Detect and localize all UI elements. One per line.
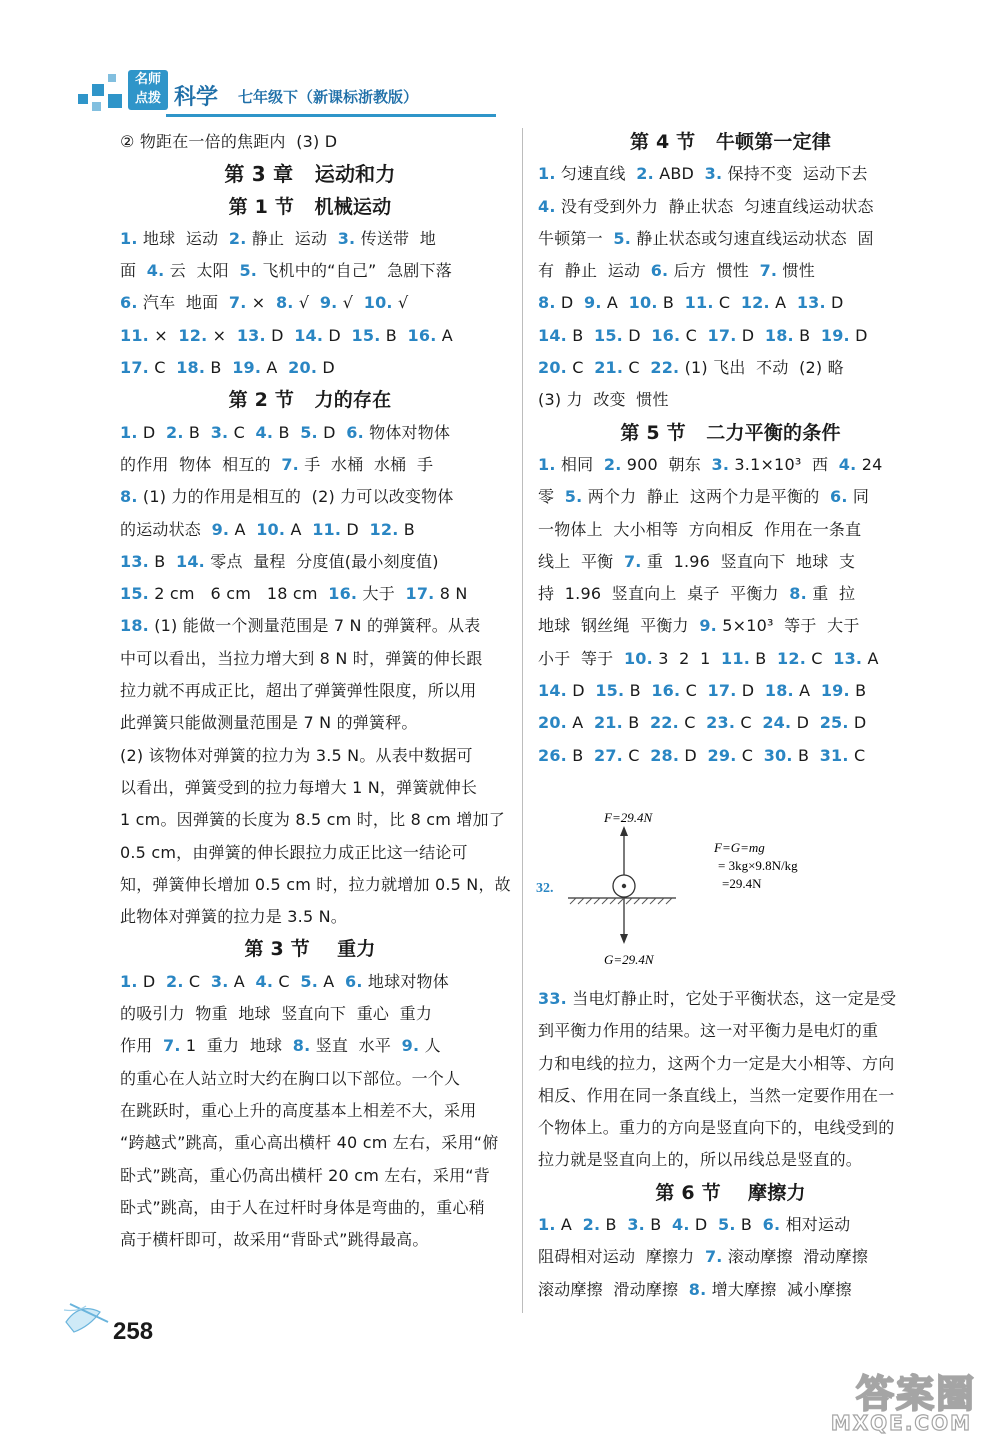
question-number: 20. bbox=[538, 358, 567, 378]
page-number: 258 bbox=[113, 1318, 154, 1345]
logo-text-top: 名师 bbox=[134, 72, 161, 87]
question-number: 6. bbox=[650, 261, 669, 281]
answer-line: 4. 没有受到外力 静止状态 匀速直线运动状态 bbox=[538, 196, 874, 216]
question-number: 3. bbox=[210, 971, 229, 991]
answer-line: 阻碍相对运动 摩擦力 7. 滚动摩擦 滑动摩擦 bbox=[538, 1247, 869, 1267]
question-number: 9. bbox=[401, 1036, 420, 1056]
question-number: 31. bbox=[819, 745, 849, 765]
column-divider bbox=[522, 128, 523, 1313]
question-number: 5. bbox=[718, 1215, 736, 1235]
question-number: 21. bbox=[594, 358, 624, 378]
answer-line: 线上 平衡 7. 重 1.96 竖直向下 地球 支 bbox=[538, 551, 856, 571]
question-number: 8. bbox=[688, 1279, 707, 1299]
header-underline bbox=[166, 114, 496, 117]
question-number: 13. bbox=[120, 551, 149, 571]
answer-line: 20. A 21. B 22. C 23. C 24. D 25. D bbox=[538, 713, 867, 733]
question-number: 8. bbox=[292, 1036, 311, 1056]
question-number: 5. bbox=[613, 228, 631, 248]
decor-square bbox=[92, 84, 104, 96]
question-number: 16. bbox=[651, 681, 681, 701]
answer-line: 1. 匀速直线 2. ABD 3. 保持不变 运动下去 bbox=[538, 164, 868, 184]
section-heading: 第 3 章 运动和力 bbox=[224, 162, 396, 187]
question-number: 8. bbox=[275, 293, 294, 313]
section-heading: 第 3 节 重力 bbox=[244, 938, 376, 961]
answer-line: 滚动摩擦 滑动摩擦 8. 增大摩擦 减小摩擦 bbox=[538, 1279, 852, 1299]
answer-line: 的作用 物体 相互的 7. 手 水桶 水桶 手 bbox=[120, 454, 434, 474]
answer-line: 小于 等于 10. 3 2 1 11. B 12. C 13. A bbox=[538, 648, 879, 668]
question-number: 2. bbox=[166, 971, 184, 991]
question-number: 13. bbox=[236, 325, 266, 345]
answer-line: 面 4. 云 太阳 5. 飞机中的“自己” 急剧下落 bbox=[120, 261, 452, 281]
book-title: 科学 bbox=[174, 85, 219, 110]
question-number: 11. bbox=[120, 325, 149, 345]
question-number: 1. bbox=[120, 971, 138, 991]
answer-line: 15. 2 cm 6 cm 18 cm 16. 大于 17. 8 N bbox=[120, 584, 468, 604]
question-number: 28. bbox=[650, 745, 680, 765]
question-number: 3. bbox=[337, 228, 356, 248]
question-number: 17. bbox=[120, 358, 149, 378]
question-number: 14. bbox=[176, 551, 205, 571]
answer-line: 8. D 9. A 10. B 11. C 12. A 13. D bbox=[538, 293, 844, 313]
answer-line: 以看出，弹簧受到的拉力每增大 1 N，弹簧就伸长 bbox=[120, 777, 478, 797]
answer-line: 高于横杆即可，故采用“背卧式”跳得最高。 bbox=[120, 1230, 429, 1250]
down-arrow-icon bbox=[620, 934, 628, 944]
bottom-force-label: G=29.4N bbox=[604, 952, 654, 966]
answer-line: 1. 地球 运动 2. 静止 运动 3. 传送带 地 bbox=[120, 228, 437, 248]
question-number: 6. bbox=[830, 487, 848, 507]
question-number: 7. bbox=[281, 454, 299, 474]
question-number: 13. bbox=[833, 648, 863, 668]
center-of-mass-dot bbox=[622, 884, 626, 888]
question-number: 11. bbox=[721, 648, 750, 668]
answer-line: 13. B 14. 零点 量程 分度值(最小刻度值) bbox=[120, 551, 439, 571]
answer-line: 20. C 21. C 22. (1) 飞出 不动 (2) 略 bbox=[538, 358, 844, 378]
question-number: 8. bbox=[789, 584, 807, 604]
question-number: 9. bbox=[584, 293, 602, 313]
question-number: 18. bbox=[764, 681, 794, 701]
question-number: 30. bbox=[763, 745, 793, 765]
question-number: 9. bbox=[699, 616, 717, 636]
question-number: 9. bbox=[211, 519, 230, 539]
question-number: 8. bbox=[538, 293, 556, 313]
equation-line-1: F=G=mg bbox=[714, 840, 765, 855]
answer-line: 6. 汽车 地面 7. × 8. √ 9. √ 10. √ bbox=[120, 293, 409, 313]
question-number: 18. bbox=[176, 358, 206, 378]
watermark-text: 答案圈 bbox=[855, 1372, 976, 1416]
question-number: 7. bbox=[162, 1036, 181, 1056]
question-number: 3. bbox=[711, 454, 730, 474]
watermark-logo bbox=[826, 1363, 976, 1443]
question-number: 13. bbox=[796, 293, 826, 313]
question-number: 12. bbox=[369, 519, 399, 539]
answer-line: 到平衡力作用的结果。这一对平衡力是电灯的重 bbox=[538, 1021, 879, 1041]
answer-line: 的运动状态 9. A 10. A 11. D 12. B bbox=[120, 519, 415, 539]
question-number: 6. bbox=[762, 1215, 781, 1235]
answer-line: 1. A 2. B 3. B 4. D 5. B 6. 相对运动 bbox=[538, 1215, 851, 1235]
answer-line: 个物体上。重力的方向是竖直向下的，电线受到的 bbox=[538, 1118, 895, 1138]
question-number: 11. bbox=[312, 519, 342, 539]
question-number: 22. bbox=[649, 713, 679, 733]
answer-line: (2) 该物体对弹簧的拉力为 3.5 N。从表中数据可 bbox=[120, 745, 473, 765]
question-number: 1. bbox=[538, 164, 556, 184]
question-number: 21. bbox=[593, 713, 623, 733]
ground-hatching bbox=[570, 898, 672, 904]
question-number: 25. bbox=[819, 713, 849, 733]
answer-line: 18. (1) 能做一个测量范围是 7 N 的弹簧秤。从表 bbox=[120, 616, 481, 636]
question-number: 16. bbox=[651, 325, 681, 345]
decor-square bbox=[92, 102, 101, 111]
question-number: 20. bbox=[288, 358, 318, 378]
question-number: 16. bbox=[328, 584, 358, 604]
section-heading: 第 2 节 力的存在 bbox=[228, 389, 392, 412]
series-logo bbox=[128, 70, 168, 110]
up-arrow-icon bbox=[620, 826, 628, 836]
answer-line: 知，弹簧伸长增加 0.5 cm 时，拉力就增加 0.5 N，故 bbox=[120, 874, 511, 894]
page-header bbox=[78, 66, 498, 126]
question-number: 33. bbox=[538, 989, 567, 1008]
question-number: 1. bbox=[538, 454, 556, 474]
question-number: 3. bbox=[627, 1215, 645, 1235]
question-number: 26. bbox=[538, 745, 567, 765]
answer-line: 零 5. 两个力 静止 这两个力是平衡的 6. 同 bbox=[538, 487, 870, 507]
answer-line: 1 cm。因弹簧的长度为 8.5 cm 时，比 8 cm 增加了 bbox=[120, 810, 505, 830]
section-heading: 第 4 节 牛顿第一定律 bbox=[629, 131, 832, 153]
answer-line: 在跳跃时，重心上升的高度基本上相差不大，采用 bbox=[120, 1100, 477, 1120]
answer-line: 8. (1) 力的作用是相互的 (2) 力可以改变物体 bbox=[120, 487, 454, 507]
question-number: 23. bbox=[706, 713, 736, 733]
question-number: 27. bbox=[594, 745, 623, 765]
question-number: 17. bbox=[707, 681, 737, 701]
question-number: 5. bbox=[300, 422, 318, 442]
question-number: 6. bbox=[120, 293, 138, 313]
answer-line: 的重心在人站立时大约在胸口以下部位。一个人 bbox=[120, 1068, 461, 1088]
answer-line: 此物体对弹簧的拉力是 3.5 N。 bbox=[120, 907, 347, 927]
question-number: 4. bbox=[255, 422, 274, 442]
question-number: 7. bbox=[759, 261, 778, 281]
answer-line: 1. D 2. B 3. C 4. B 5. D 6. 物体对物体 bbox=[120, 422, 451, 442]
force-diagram bbox=[536, 806, 836, 966]
answer-line: 14. B 15. D 16. C 17. D 18. B 19. D bbox=[538, 325, 868, 345]
top-force-label: F=29.4N bbox=[604, 810, 653, 825]
question-number: 10. bbox=[363, 293, 393, 313]
question-number: 7. bbox=[623, 551, 642, 571]
watermark-url: MXQE.COM bbox=[830, 1411, 972, 1435]
question-number: 5. bbox=[300, 971, 318, 991]
question-number: 14. bbox=[538, 325, 567, 345]
question-number: 9. bbox=[319, 293, 338, 313]
question-number: 17. bbox=[707, 325, 737, 345]
answer-line: 牛顿第一 5. 静止状态或匀速直线运动状态 固 bbox=[538, 228, 874, 248]
answer-line: 作用 7. 1 重力 地球 8. 竖直 水平 9. 人 bbox=[120, 1036, 441, 1056]
question-number: 4. bbox=[671, 1215, 690, 1235]
answer-line: 地球 钢丝绳 平衡力 9. 5×10³ 等于 大于 bbox=[538, 616, 860, 636]
question-number: 3. bbox=[704, 164, 723, 184]
question-number: 10. bbox=[256, 519, 286, 539]
section-heading: 第 5 节 二力平衡的条件 bbox=[620, 421, 841, 444]
decor-square bbox=[78, 94, 88, 104]
right-column-bottom bbox=[538, 983, 923, 1306]
answer-line: 14. D 15. B 16. C 17. D 18. A 19. B bbox=[538, 681, 867, 701]
answer-line: 中可以看出，当拉力增大到 8 N 时，弹簧的伸长跟 bbox=[120, 648, 483, 668]
question-number: 2. bbox=[228, 228, 247, 248]
question-number: 4. bbox=[538, 196, 556, 216]
question-number: 14. bbox=[538, 681, 567, 701]
question-number: 11. bbox=[684, 293, 714, 313]
answer-line: 拉力就是竖直向上的，所以吊线总是竖直的。 bbox=[538, 1150, 863, 1170]
question-number: 7. bbox=[228, 293, 247, 313]
question-number: 14. bbox=[294, 325, 324, 345]
question-number: 2. bbox=[582, 1215, 601, 1235]
question-number: 24. bbox=[762, 713, 792, 733]
question-number: 32. bbox=[536, 881, 554, 896]
question-number: 2. bbox=[166, 422, 184, 442]
question-number: 15. bbox=[594, 325, 623, 345]
question-number: 17. bbox=[405, 584, 435, 604]
answer-line: 相反、作用在同一条直线上，当然一定要作用在一 bbox=[538, 1085, 895, 1105]
question-number: 15. bbox=[595, 681, 625, 701]
question-number: 16. bbox=[407, 325, 437, 345]
question-number: 1. bbox=[120, 228, 138, 248]
question-number: 5. bbox=[239, 261, 258, 281]
answer-line: 17. C 18. B 19. A 20. D bbox=[120, 358, 335, 378]
answer-line: 卧式”跳高，由于人在过杆时身体是弯曲的，重心稍 bbox=[120, 1197, 485, 1217]
section-heading: 第 6 节 摩擦力 bbox=[655, 1181, 806, 1204]
question-number: 19. bbox=[820, 681, 850, 701]
question-number: 4. bbox=[146, 261, 165, 281]
question-number: 18. bbox=[120, 616, 149, 636]
answer-line: 有 静止 运动 6. 后方 惯性 7. 惯性 bbox=[538, 261, 815, 281]
left-column bbox=[120, 126, 511, 1256]
question-number: 19. bbox=[820, 325, 850, 345]
question-number: 20. bbox=[538, 713, 567, 733]
question-number: 8. bbox=[120, 487, 138, 507]
answer-line: “跨越式”跳高，重心高出横杆 40 cm 左右，采用“俯 bbox=[120, 1133, 499, 1153]
question-number: 4. bbox=[838, 454, 857, 474]
answer-line: 33. 当电灯静止时，它处于平衡状态，这一定是受 bbox=[538, 989, 897, 1008]
answer-line: 持 1.96 竖直向上 桌子 平衡力 8. 重 拉 bbox=[538, 584, 856, 604]
answer-line: (3) 力 改变 惯性 bbox=[538, 390, 669, 410]
question-number: 15. bbox=[351, 325, 381, 345]
question-number: 3. bbox=[210, 422, 229, 442]
answer-line: 一物体上 大小相等 方向相反 作用在一条直 bbox=[538, 519, 862, 539]
answer-line: 11. × 12. × 13. D 14. D 15. B 16. A bbox=[120, 325, 453, 345]
right-column-top bbox=[538, 126, 923, 772]
question-number: 1. bbox=[538, 1215, 556, 1235]
decor-square bbox=[108, 94, 122, 108]
equation-line-3: =29.4N bbox=[722, 876, 762, 891]
logo-text-bottom: 点拨 bbox=[134, 91, 161, 106]
answer-line: 1. 相同 2. 900 朝东 3. 3.1×10³ 西 4. 24 bbox=[538, 454, 883, 474]
answer-line: 力和电线的拉力，这两个力一定是大小相等、方向 bbox=[538, 1053, 895, 1073]
question-number: 2. bbox=[636, 164, 654, 184]
answer-line: 1. D 2. C 3. A 4. C 5. A 6. 地球对物体 bbox=[120, 971, 449, 991]
question-number: 6. bbox=[345, 971, 363, 991]
question-number: 22. bbox=[650, 358, 680, 378]
question-number: 1. bbox=[120, 422, 138, 442]
book-subtitle: 七年级下（新课标浙教版） bbox=[238, 88, 419, 106]
answer-line: 0.5 cm，由弹簧的伸长跟拉力成正比这一结论可 bbox=[120, 842, 468, 862]
question-number: 4. bbox=[255, 971, 274, 991]
answer-line: 卧式”跳高，重心仍高出横杆 20 cm 左右，采用“背 bbox=[120, 1165, 490, 1185]
answer-line: 拉力就不再成正比，超出了弹簧弹性限度，所以用 bbox=[120, 681, 477, 701]
question-number: 12. bbox=[178, 325, 208, 345]
question-number: 19. bbox=[232, 358, 262, 378]
question-number: 2. bbox=[603, 454, 622, 474]
answer-line: 的吸引力 物重 地球 竖直向下 重心 重力 bbox=[120, 1004, 433, 1024]
question-number: 6. bbox=[346, 422, 364, 442]
question-number: 12. bbox=[740, 293, 770, 313]
question-number: 5. bbox=[564, 487, 583, 507]
answer-line: 此弹簧只能做测量范围是 7 N 的弹簧秤。 bbox=[120, 713, 418, 733]
answer-line: 26. B 27. C 28. D 29. C 30. B 31. C bbox=[538, 745, 866, 765]
question-number: 18. bbox=[764, 325, 794, 345]
question-number: 10. bbox=[628, 293, 658, 313]
decor-square bbox=[108, 74, 116, 82]
force-diagram-svg bbox=[536, 806, 836, 966]
question-number: 7. bbox=[704, 1247, 723, 1267]
section-heading: 第 1 节 机械运动 bbox=[228, 195, 392, 218]
question-number: 15. bbox=[120, 584, 149, 604]
question-number: 12. bbox=[777, 648, 806, 668]
question-number: 10. bbox=[623, 648, 653, 668]
equation-line-2: = 3kg×9.8N/kg bbox=[718, 858, 798, 873]
answer-line: ② 物距在一倍的焦距内 (3) D bbox=[120, 132, 338, 151]
question-number: 29. bbox=[707, 745, 737, 765]
